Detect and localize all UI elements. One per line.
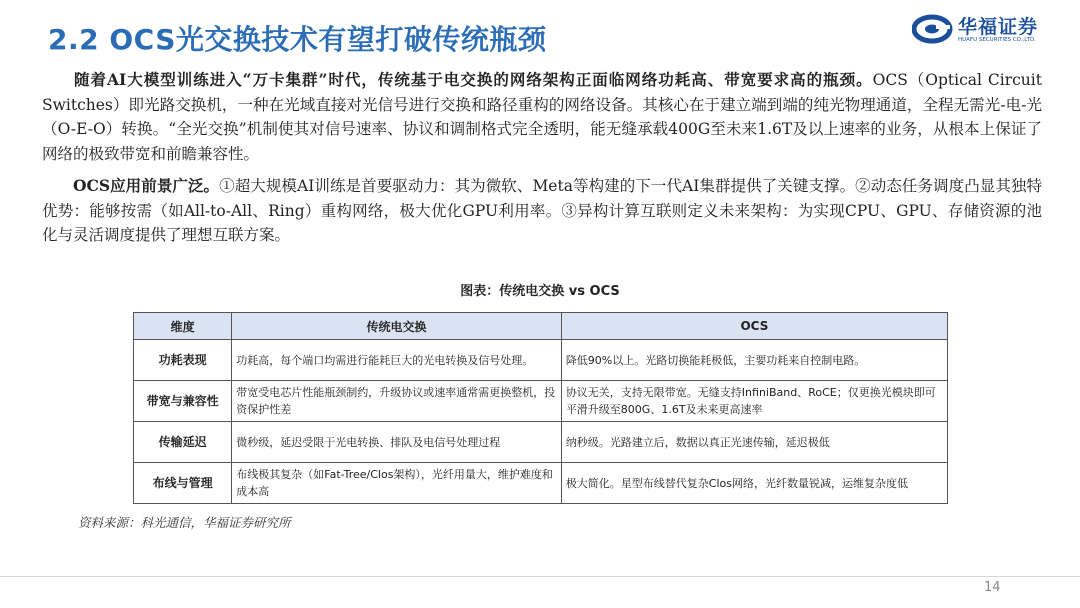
row-dimension: 布线与管理 [134,463,232,504]
intro-lead: 随着AI大模型训练进入“万卡集群”时代，传统基于电交换的网络架构正面临网络功耗高、带宽要求高的瓶颈。 [73,70,873,89]
column-header-ocs: OCS [561,313,947,340]
logo-emblem-icon [912,14,956,44]
row-electrical-cell: 微秒级，延迟受限于光电转换、排队及电信号处理过程 [232,422,562,463]
table-row [134,463,948,504]
table-header-row [134,313,948,340]
source-note: 资料来源：科光通信，华福证券研究所 [78,515,291,530]
row-electrical-cell: 带宽受电芯片性能瓶颈制约，升级协议或速率通常需更换整机，投资保护性差 [232,381,562,422]
row-dimension: 传输延迟 [134,422,232,463]
company-logo [912,12,1052,48]
page-number: 14 [984,580,1001,595]
row-ocs-cell: 极大简化。星型布线替代复杂Clos网络，光纤数量锐减，运维复杂度低 [561,463,947,504]
comparison-table [133,312,948,504]
intro-body: OCS（Optical Circuit Switches）即光路交换机，一种在光域直接对光信号进行交换和路径重构的网络设备。其核心在于建立端到端的纯光物理通道，全程无需光-电-光（O-E-O）转换。“全光交换”机制使其对信号速率、协议和调制格式完全透明，能无缝承载400G至未来1.6T及以上速率的业务，从根本上保证了网络的极致带宽和前瞻兼容性。 [42,71,1042,163]
outlook-lead: OCS应用前景广泛。 [73,176,220,195]
table-row [134,340,948,381]
table-row [134,381,948,422]
intro-paragraph [42,68,1042,166]
row-ocs-cell: 降低90%以上。光路切换能耗极低，主要功耗来自控制电路。 [561,340,947,381]
row-ocs-cell: 协议无关，支持无限带宽。无缝支持InfiniBand、RoCE；仅更换光模块即可平滑升级至800G、1.6T及未来更高速率 [561,381,947,422]
column-header-dimension: 维度 [134,313,232,340]
row-dimension: 功耗表现 [134,340,232,381]
row-ocs-cell: 纳秒级。光路建立后，数据以真正光速传输，延迟极低 [561,422,947,463]
column-header-electrical: 传统电交换 [232,313,562,340]
row-dimension: 带宽与兼容性 [134,381,232,422]
figure-title: 图表：传统电交换 vs OCS [460,284,620,299]
page-title: 2.2 OCS光交换技术有望打破传统瓶颈 [48,23,547,56]
outlook-paragraph [42,174,1042,248]
table-row [134,422,948,463]
logo-name-cn: 华福证券 [958,16,1039,38]
row-electrical-cell: 功耗高，每个端口均需进行能耗巨大的光电转换及信号处理。 [232,340,562,381]
footer-divider [0,576,1080,577]
logo-name-en: HUAFU SECURITIES CO.,LTD. [958,37,1036,43]
row-electrical-cell: 布线极其复杂（如Fat-Tree/Clos架构），光纤用量大，维护难度和成本高 [232,463,562,504]
outlook-body: ①超大规模AI训练是首要驱动力：其为微软、Meta等构建的下一代AI集群提供了关键支撑。②动态任务调度凸显其独特优势：能够按需（如All-to-All、Ring）重构网络，极大优化GPU利用率。③异构计算互联则定义未来架构：为实现CPU、GPU、存储资源的池化与灵活调度提供了理想互联方案。 [42,177,1042,244]
